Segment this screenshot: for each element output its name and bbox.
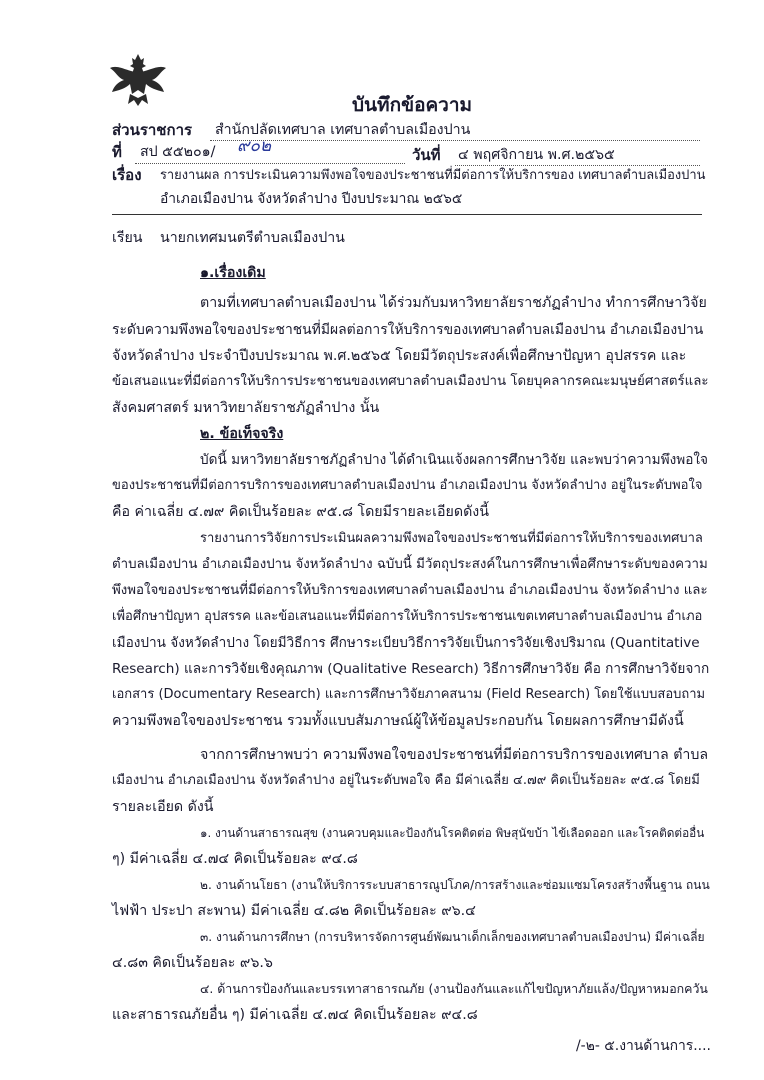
sec2-para2-line: พึงพอใจของประชาชนที่มีต่อการให้บริการของเทศบาลตำบลเมืองปาน อำเภอเมืองปาน จังหวัดลำปาง และ bbox=[112, 583, 708, 598]
result-item: ๆ) มีค่าเฉลี่ย ๔.๗๔ คิดเป็นร้อยละ ๙๔.๘ bbox=[112, 851, 358, 867]
sec1-line: สังคมศาสตร์ มหาวิทยาลัยราชภัฏลำปาง นั้น bbox=[112, 400, 380, 416]
to-label: เรียน bbox=[112, 230, 143, 246]
sec1-line: ระดับความพึงพอใจของประชาชนที่มีผลต่อการให้บริการของเทศบาลตำบลเมืองปาน อำเภอเมืองปาน bbox=[112, 322, 704, 338]
sec2-para2-line: เพื่อศึกษาปัญหา อุปสรรค และข้อเสนอแนะที่มีต่อการให้บริการประชาชนเขตเทศบาลตำบลเมืองปาน อำเภอ bbox=[112, 609, 703, 624]
sec2-para2-line: เอกสาร (Documentary Research) และการศึกษาวิจัยภาคสนาม (Field Research) โดยใช้แบบสอบถาม bbox=[112, 687, 706, 702]
result-item: และสาธารณภัยอื่น ๆ) มีค่าเฉลี่ย ๔.๗๔ คิดเป็นร้อยละ ๙๔.๘ bbox=[112, 1007, 478, 1023]
sec2-para1-line: ของประชาชนที่มีต่อการบริการของเทศบาลตำบลเมืองปาน อำเภอเมืองปาน จังหวัดลำปาง อยู่ในระดับพอใจ bbox=[112, 478, 703, 493]
memo-title: บันทึกข้อความ bbox=[352, 94, 473, 116]
sec2-para2-line: ความพึงพอใจของประชาชน รวมทั้งแบบสัมภาษณ์ผู้ให้ข้อมูลประกอบกัน โดยผลการศึกษามีดังนี้ bbox=[112, 713, 684, 729]
no-underline bbox=[135, 163, 405, 164]
sec2-para3-line: เมืองปาน อำเภอเมืองปาน จังหวัดลำปาง อยู่ในระดับพอใจ คือ มีค่าเฉลี่ย ๔.๗๙ คิดเป็นร้อยละ ๙๕.๘ โดยมี bbox=[112, 773, 700, 788]
section-2-title: ๒. ข้อเท็จจริง bbox=[200, 426, 284, 442]
sec2-para2-line: Research) และการวิจัยเชิงคุณภาพ (Qualitative Research) วิธีการศึกษาวิจัย คือ การศึกษาวิจัยจาก bbox=[112, 661, 710, 677]
sec2-para2-line: เมืองปาน จังหวัดลำปาง โดยมีวิธีการ ศึกษาระเบียบวิธีการวิจัยเป็นการวิจัยเชิงปริมาณ (Quantitative bbox=[112, 635, 700, 651]
no-label: ที่ bbox=[112, 143, 122, 161]
sec2-para3-line: จากการศึกษาพบว่า ความพึงพอใจของประชาชนที่มีต่อการบริการของเทศบาล ตำบล bbox=[200, 747, 709, 763]
subject-line-2: อำเภอเมืองปาน จังหวัดลำปาง ปีงบประมาณ ๒๕๖๕ bbox=[160, 191, 463, 207]
no-value: สป ๕๕๒๐๑/ bbox=[140, 144, 216, 160]
sec2-para2-line: ตำบลเมืองปาน อำเภอเมืองปาน จังหวัดลำปาง ฉบับนี้ มีวัตถุประสงค์ในการศึกษาเพื่อศึกษาระดับของความ bbox=[112, 557, 708, 572]
subject-line-1: รายงานผล การประเมินความพึงพอใจของประชาชนที่มีต่อการให้บริการของ เทศบาลตำบลเมืองปาน bbox=[160, 168, 706, 183]
garuda-emblem bbox=[108, 50, 168, 110]
header-divider bbox=[112, 214, 702, 215]
sec1-line: ข้อเสนอแนะที่มีต่อการให้บริการประชาชนของเทศบาลตำบลเมืองปาน โดยบุคลากรคณะมนุษย์ศาสตร์และ bbox=[112, 374, 709, 389]
result-item: ไฟฟ้า ประปา สะพาน) มีค่าเฉลี่ย ๔.๘๒ คิดเป็นร้อยละ ๙๖.๔ bbox=[112, 903, 476, 919]
result-item: ๔.๘๓ คิดเป็นร้อยละ ๙๖.๖ bbox=[112, 955, 273, 971]
dept-label: ส่วนราชการ bbox=[112, 121, 193, 139]
section-1-title: ๑.เรื่องเดิม bbox=[200, 265, 266, 281]
result-item: ๔. ด้านการป้องกันและบรรเทาสาธารณภัย (งานป้องกันและแก้ไขปัญหาภัยแล้ง/ปัญหาหมอกควัน bbox=[200, 981, 708, 996]
continued-footer: /-๒- ๕.งานด้านการ.... bbox=[576, 1038, 711, 1054]
result-item: ๓. งานด้านการศึกษา (การบริหารจัดการศูนย์พัฒนาเด็กเล็กของเทศบาลตำบลเมืองปาน) มีค่าเฉลี่ย bbox=[200, 930, 705, 944]
sec1-line: ตามที่เทศบาลตำบลเมืองปาน ได้ร่วมกับมหาวิทยาลัยราชภัฏลำปาง ทำการศึกษาวิจัย bbox=[200, 295, 707, 311]
handwritten-number: ๙๐๒ bbox=[237, 136, 272, 156]
sec2-para1-line: บัดนี้ มหาวิทยาลัยราชภัฏลำปาง ได้ดำเนินแจ้งผลการศึกษาวิจัย และพบว่าความพึงพอใจ bbox=[200, 452, 708, 468]
subject-label: เรื่อง bbox=[112, 166, 142, 184]
to-value: นายกเทศมนตรีตำบลเมืองปาน bbox=[160, 230, 345, 246]
sec1-line: จังหวัดลำปาง ประจำปีงบประมาณ พ.ศ.๒๕๖๕ โดยมีวัตถุประสงค์เพื่อศึกษาปัญหา อุปสรรค และ bbox=[112, 348, 687, 364]
sec2-para3-line: รายละเอียด ดังนี้ bbox=[112, 799, 214, 815]
sec2-para2-line: รายงานการวิจัยการประเมินผลความพึงพอใจของประชาชนที่มีต่อการให้บริการของเทศบาล bbox=[200, 531, 703, 546]
date-label: วันที่ bbox=[412, 146, 441, 164]
dept-value: สำนักปลัดเทศบาล เทศบาลตำบลเมืองปาน bbox=[215, 122, 471, 138]
result-item: ๑. งานด้านสาธารณสุข (งานควบคุมและป้องกันโรคติดต่อ พิษสุนัขบ้า ไข้เลือดออก และโรคติดต่ออื่น bbox=[200, 826, 705, 840]
sec2-para1-line: คือ ค่าเฉลี่ย ๔.๗๙ คิดเป็นร้อยละ ๙๕.๘ โดยมีรายละเอียดดังนี้ bbox=[112, 504, 489, 520]
dept-underline bbox=[210, 140, 700, 141]
date-value: ๔ พฤศจิกายน พ.ศ.๒๕๖๕ bbox=[458, 147, 615, 163]
result-item: ๒. งานด้านโยธา (งานให้บริการระบบสาธารณูปโภค/การสร้างและซ่อมแซมโครงสร้างพื้นฐาน ถนน bbox=[200, 878, 710, 892]
